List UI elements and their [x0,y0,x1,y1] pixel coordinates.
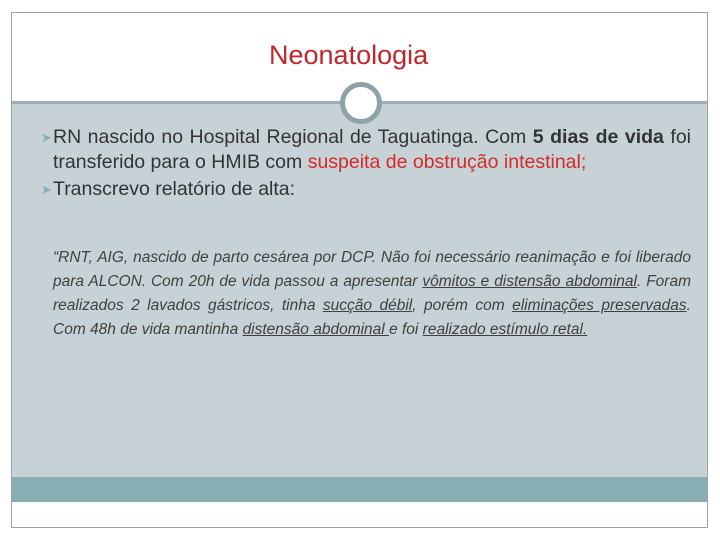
report-text: e foi [389,321,423,338]
report-text: . Com 48h de vida mantinha [53,297,691,338]
bullet1-bold-text: 5 dias de vida [532,126,664,148]
slide-frame [11,12,708,528]
bullet-text-1 [53,125,691,175]
bullet-arrow-icon: ➤ [41,130,52,145]
footer-bar [12,477,707,502]
report-underlined-text: realizado estímulo retal. [422,321,588,338]
bullet1-highlight-text: suspeita de obstrução intestinal; [307,151,587,173]
report-text: . Foram realizados 2 lavados gástricos, tinha [53,273,691,314]
bullet1-text-part2: foi transferido para o HMIB com [53,126,691,173]
bullet-item-1 [41,125,691,175]
bullet1-text-part1: RN nascido no Hospital Regional de Taguatinga. Com [53,126,533,148]
bullet-arrow-icon: ➤ [41,182,52,197]
report-text: “RNT, AIG, nascido de parto cesárea por DCP. Não foi necessário reanimação e foi liberado para ALCON. Com 20h de vida passou a apresentar [53,249,691,290]
slide-title: Neonatologia [269,40,429,70]
divider-circle-ornament [340,82,382,124]
report-text: , porém com [412,297,513,314]
report-underlined-text: vômitos e distensão abdominal [422,273,637,290]
report-underlined-text: sucção débil [322,297,413,314]
bullet-text-2: Transcrevo relatório de alta: [53,178,296,200]
report-underlined-text: distensão abdominal [242,321,390,338]
report-underlined-text: eliminações preservadas [512,297,687,314]
discharge-report-quote [53,246,691,342]
bullet-item-2 [41,177,691,202]
